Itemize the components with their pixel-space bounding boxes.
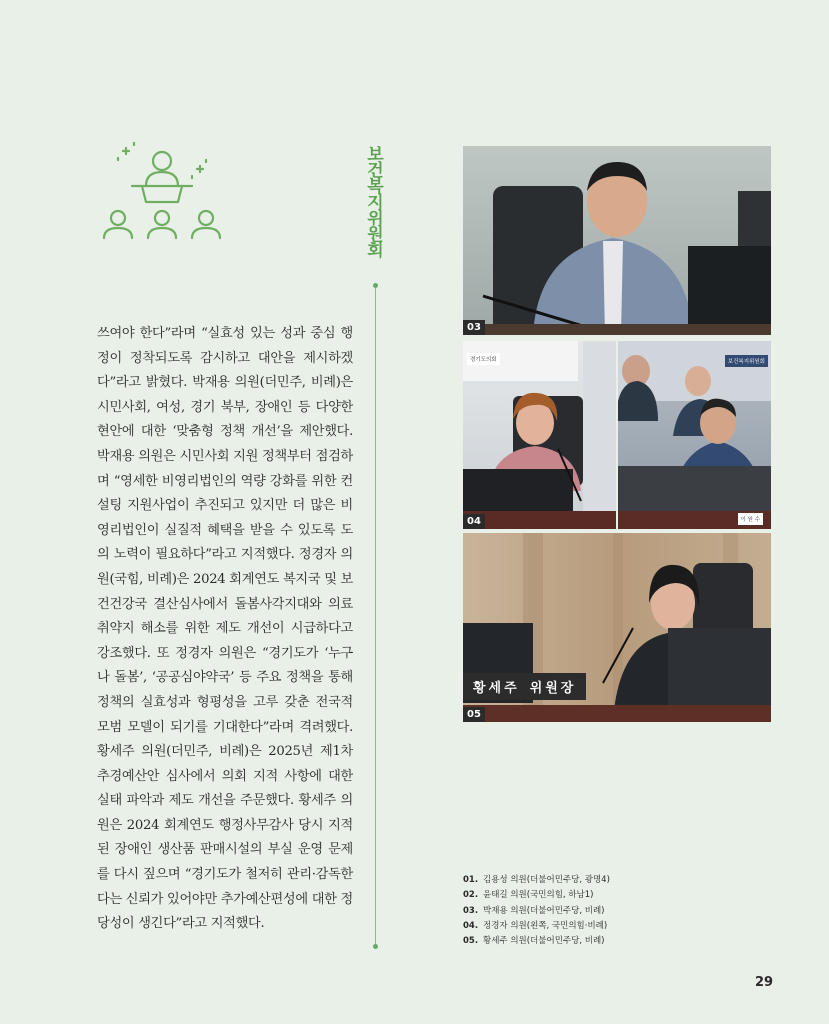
- caption-row: 05. 황세주 의원(더불어민주당, 비례): [463, 936, 605, 947]
- page-number: 29: [755, 975, 774, 990]
- chair-nameplate: [463, 673, 586, 700]
- photo-04-left: [463, 341, 616, 529]
- photo-04-left-figure: [463, 341, 616, 529]
- divider-line: [375, 285, 376, 947]
- divider-dot-bottom: [373, 944, 378, 949]
- photo-number: 03: [463, 320, 485, 335]
- member-nameplate: 이 원 수: [738, 513, 763, 525]
- section-title: 보건복지위원회: [363, 145, 383, 257]
- committee-sign: 보건복지위원회: [725, 355, 768, 367]
- photo-03: [463, 146, 771, 335]
- photo-05: [463, 533, 771, 722]
- article-body: [97, 322, 353, 937]
- body-paragraph: 쓰여야 한다”라며 “실효성 있는 성과 중심 행정이 정착되도록 감시하고 대안을 제시하겠다”라고 밝혔다. 박재용 의원(더민주, 비례)은 시민사회, 여성, 경기 북부, 장애인 등 다양한 현안에 대한 ‘맞춤형 정책 개선’을 제안했다. 박재용 의원은 시민사회 지원 정책부터 점검하며 “영세한 비영리법인의 역량 강화를 위한 컨설팅 지원사업이 추진되고 있지만 더 많은 비영리법인이 실질적 혜택을 받을 수 있도록 도의 노력이 필요하다”라고 지적했다. 정경자 의원(국힘, 비례)은 2024 회계연도 복지국 및 보건건강국 결산심사에서 돌봄사각지대와 의료취약지 해소를 위한 제도 개선이 시급하다고 강조했다. 또 정경자 의원은 “경기도가 ‘누구나 돌봄’, ‘공공심야약국’ 등 주요 정책을 통해 정책의 실효성과 형평성을 고루 갖춘 전국적 모범 모델이 되기를 기대한다”라며 격려했다. 황세주 의원(더민주, 비례)은 2025년 제1차 추경예산안 심사에서 의회 지적 사항에 대한 실태 파악과 제도 개선을 주문했다. 황세주 의원은 2024 회계연도 행정사무감사 당시 지적된 장애인 생산품 판매시설의 부실 운영 문제를 다시 짚으며 “경기도가 철저히 관리·감독한다는 신뢰가 있어야만 추가예산편성에 대한 정당성이 생긴다”라고 지적했다.: [97, 326, 353, 932]
- caption-row: 04. 정경자 의원(왼쪽, 국민의힘·비례): [463, 920, 608, 931]
- chair-name: 황세주: [473, 681, 520, 696]
- divider-dot-top: [373, 283, 378, 288]
- caption-row: 02. 윤태길 의원(국민의힘, 하남1): [463, 890, 594, 901]
- photo-number: 05: [463, 707, 485, 722]
- photo-number: 04: [463, 514, 485, 529]
- photo-04-right: [618, 341, 771, 529]
- caption-row: 01. 김용성 의원(더불어민주당, 광명4): [463, 875, 610, 885]
- chair-title: 위원장: [529, 681, 577, 696]
- photo-04-right-figure: [618, 341, 771, 529]
- podium-audience-icon: [96, 140, 236, 245]
- photo-03-figure: [463, 146, 771, 335]
- photo-captions: [463, 873, 763, 949]
- caption-row: 03. 박재용 의원(더불어민주당, 비례): [463, 905, 605, 916]
- council-sign: 경기도의회: [467, 353, 500, 365]
